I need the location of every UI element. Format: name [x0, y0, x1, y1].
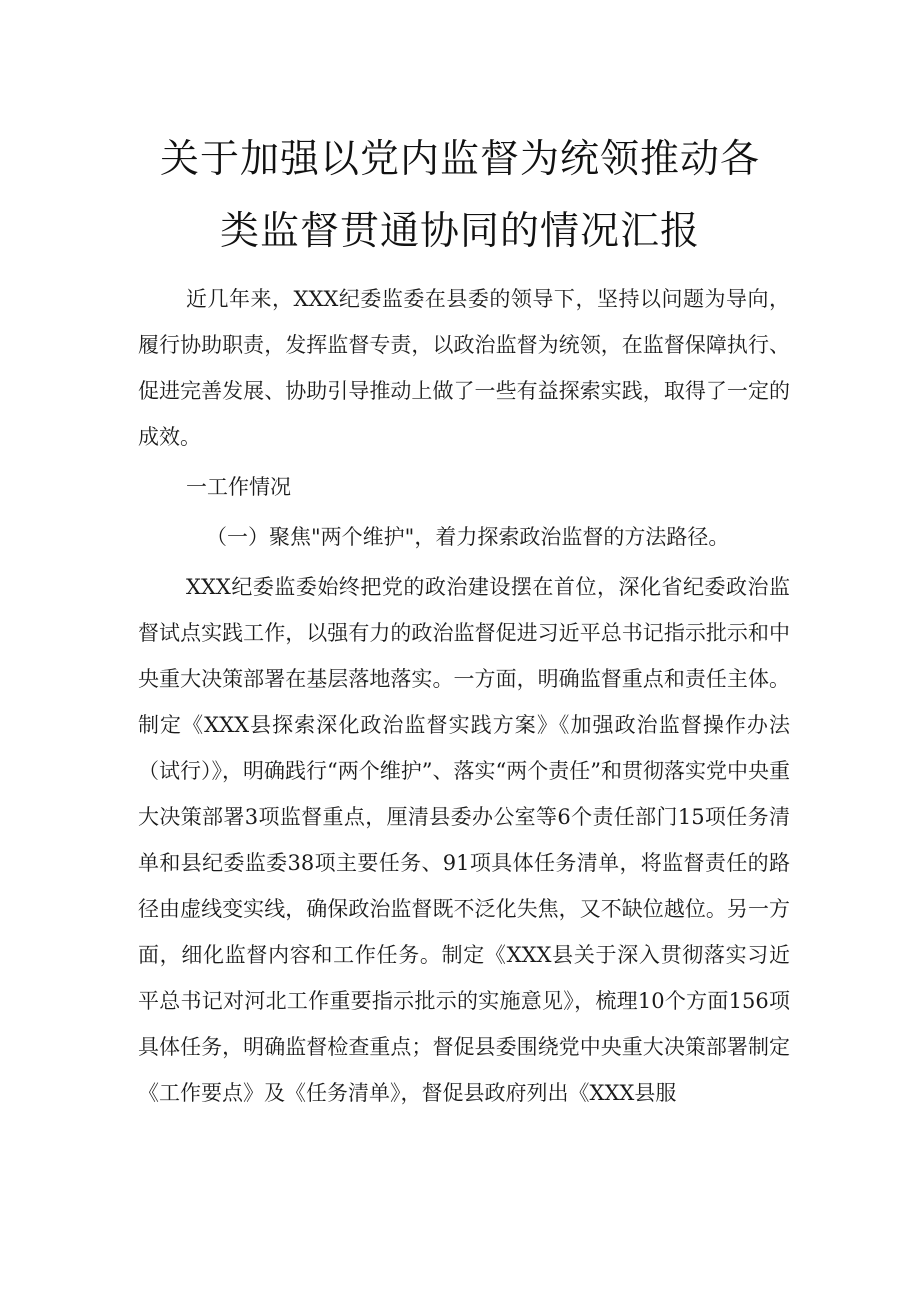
subsection-heading: （一）聚焦"两个维护"，着力探索政治监督的方法路径。: [206, 525, 730, 549]
intro-paragraph: 近几年来，XXX纪委监委在县委的领导下，坚持以问题为导向，履行协助职责，发挥监督专责，以政治监督为统领，在监督保障执行、促进完善发展、协助引导推动上做了一些有益探索实践，取得了一定的成效。: [138, 287, 790, 449]
document-title-line-2: 类监督贯通协同的情况汇报: [219, 209, 700, 254]
section-heading: 一工作情况: [186, 475, 291, 499]
body-paragraph: XXX纪委监委始终把党的政治建设摆在首位，深化省纪委政治监督试点实践工作，以强有力的政治监督促进习近平总书记指示批示和中央重大决策部署在基层落地落实。一方面，明确监督重点和责任主体。制定《XXX县探索深化政治监督实践方案》《加强政治监督操作办法（试行）》，明确践行“两个维护”、落实“两个责任”和贯彻落实党中央重大决策部署3项监督重点，厘清县委办公室等6个责任部门15项任务清单和县纪委监委38项主要任务、91项具体任务清单，将监督责任的路径由虚线变实线，确保政治监督既不泛化失焦，又不缺位越位。另一方面，细化监督内容和工作任务。制定《XXX县关于深入贯彻落实习近平总书记对河北工作重要指示批示的实施意见》，梳理10个方面156项具体任务，明确监督检查重点；督促县委围绕党中央重大决策部署制定《工作要点》及《任务清单》，督促县政府列出《XXX县服: [138, 575, 790, 1105]
document-title-line-1: 关于加强以党内监督为统领推动各: [159, 137, 760, 182]
